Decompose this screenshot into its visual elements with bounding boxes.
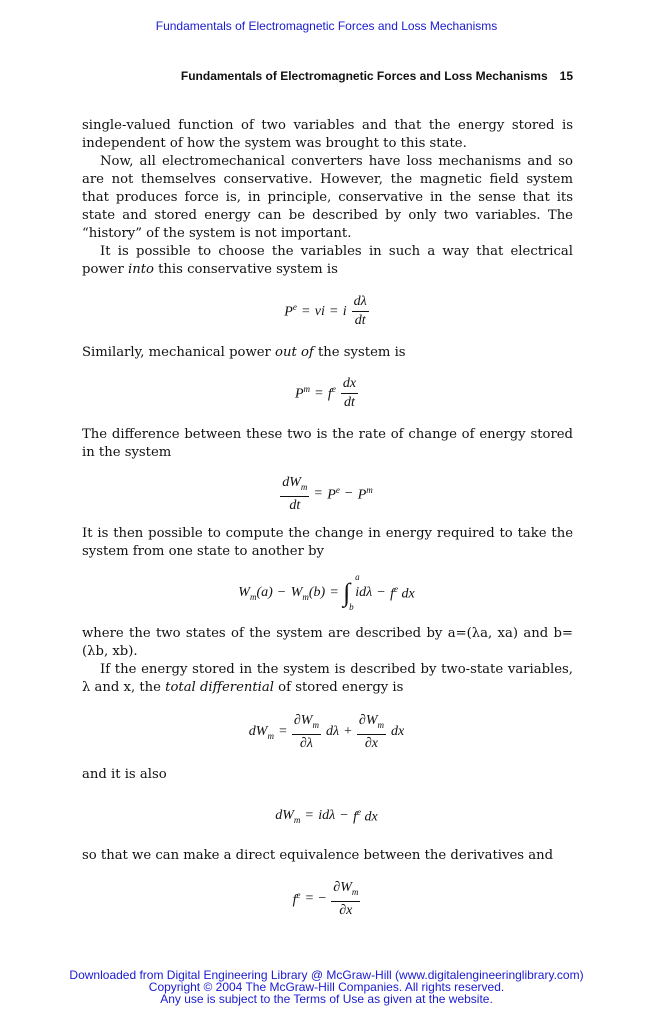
paragraph-9: and it is also [82, 767, 167, 782]
paragraph-6: It is then possible to compute the change in energy required to take the system from one state to another by [82, 526, 573, 559]
paragraph-5: The difference between these two is the rate of change of energy stored in the system [82, 427, 573, 460]
text-block-6 [82, 766, 573, 784]
paragraph-1: single-valued function of two variables and that the energy stored is independent of how the system was brought to this state. [82, 118, 573, 151]
equation-energy-rate: $\frac{dW_m}{dt}$ = $P^e$ − $P^m$ [282, 475, 373, 513]
page-number: 15 [559, 69, 573, 83]
equation-energy-change: $W_m(a)$ − $W_m(b)$ = ∫ a b idλ − $f^e$ dx [238, 572, 415, 612]
paragraph-8: If the energy stored in the system is described by two-state variables, λ and x, the total differential of stored energy is [82, 662, 573, 695]
equation-force: $f^e$ = − $\frac{\partial W_m}{\partial x}$ [292, 880, 359, 918]
equation-total-differential: $dW_m$ = $\frac{\partial W_m}{\partial\lambda}$ dλ + $\frac{\partial W_m}{\partial x}$ dx [248, 713, 405, 751]
running-head-title: Fundamentals of Electromagnetic Forces and Loss Mechanisms [180, 69, 548, 83]
equation-stored-energy: $dW_m$ = idλ − $f^e$ dx [275, 807, 378, 825]
footer-download-link[interactable]: Downloaded from Digital Engineering Library @ McGraw-Hill (www.digitalengineeringlibrary.com) [69, 968, 584, 982]
paragraph-10: so that we can make a direct equivalence between the derivatives and [82, 848, 554, 863]
paragraph-3: It is possible to choose the variables in such a way that electrical power into this conservative system is [82, 244, 573, 277]
text-block-2 [82, 344, 573, 362]
text-block-1 [82, 117, 573, 279]
text-block-3 [82, 426, 573, 462]
running-head [82, 69, 573, 83]
footer-copyright: Copyright © 2004 The McGraw-Hill Companies. All rights reserved. [148, 980, 505, 994]
paragraph-4: Similarly, mechanical power out of the system is [82, 345, 406, 360]
paragraph-2: Now, all electromechanical converters have loss mechanisms and so are not themselves conservative. However, the magnetic field system that produces force is, in principle, conservative in the sense that its state and stored energy can be described by only two variables. The “history” of the system is not important. [82, 154, 573, 241]
footer [0, 969, 653, 1005]
top-banner-link[interactable]: Fundamentals of Electromagnetic Forces and Loss Mechanisms [155, 19, 498, 33]
footer-terms-link[interactable]: Any use is subject to the Terms of Use as given at the website. [160, 992, 493, 1006]
equation-mechanical-power: $P^m$ = $f^e$ $\frac{dx}{dt}$ [294, 376, 357, 410]
text-block-4 [82, 525, 573, 561]
text-block-5 [82, 625, 573, 697]
equation-electrical-power: $P^e$ = vi = i $\frac{d\lambda}{dt}$ [284, 294, 367, 328]
paragraph-7: where the two states of the system are described by a=(λa, xa) and b=(λb, xb). [82, 626, 573, 659]
text-block-7 [82, 847, 573, 865]
